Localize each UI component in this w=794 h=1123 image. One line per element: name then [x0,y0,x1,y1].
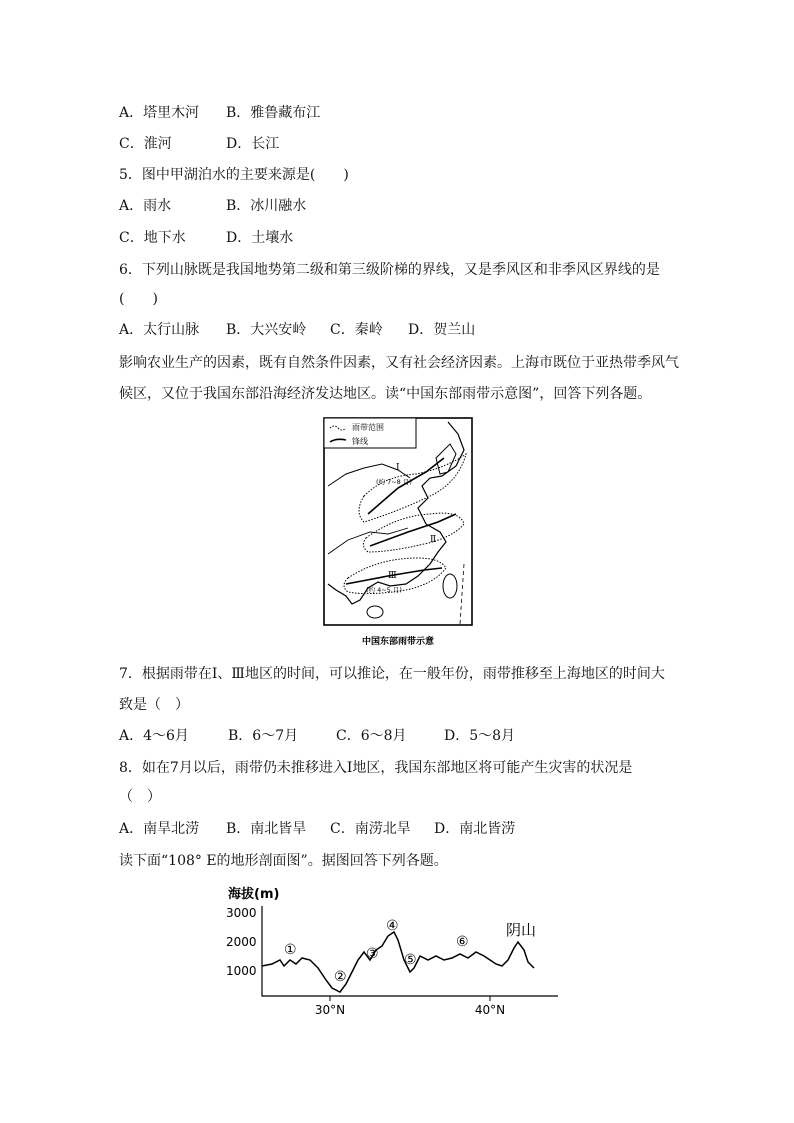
q8-option-b: B．南北皆旱 [226,821,307,837]
q6-paren: ( ) [119,291,158,307]
marker-1: ① [284,942,297,958]
marker-5: ⑤ [404,952,417,968]
intro-profile-text: 读下面“108° E的地形剖面图”。据图回答下列各题。 [119,853,448,869]
q7-option-c: C．6～8月 [336,728,407,744]
q8-option-a: A．南旱北涝 [119,821,200,837]
marker-6: ⑥ [456,934,469,950]
marker-2: ② [334,969,347,985]
q6-option-d: D．贺兰山 [408,322,476,338]
legend-front-label: 锋线 [352,437,368,446]
ytick-1000: 1000 [226,964,257,978]
q6-option-c: C．秦岭 [330,322,383,338]
q7-option-a: A．4～6月 [119,728,189,744]
xtick-30N: 30°N [314,1003,346,1017]
q4-option-d: D．长江 [226,136,280,152]
terrain-line [262,932,534,992]
intro-paragraph-line2: 候区，又位于我国东部沿海经济发达地区。读“中国东部雨带示意图”，回答下列各题。 [119,386,652,402]
q8-paren: （ ） [119,789,161,805]
q6-stem: 6．下列山脉既是我国地势第二级和第三级阶梯的界线，又是季风区和非季风区界线的是 [119,262,660,278]
q6-option-a: A．太行山脉 [119,322,200,338]
intro-paragraph-line1: 影响农业生产的因素，既有自然条件因素，又有社会经济因素。上海市既位于亚热带季风气 [119,355,679,371]
marker-3: ③ [366,946,379,962]
zone-1-label: Ⅰ [396,463,400,473]
ytick-2000: 2000 [226,935,257,949]
q8-option-d: D．南北皆涝 [434,821,516,837]
profile-ylabel: 海拔(m) [228,887,280,902]
xtick-40N: 40°N [474,1003,506,1017]
map-caption: 中国东部雨带示意 [361,637,435,647]
marker-4: ④ [386,918,399,934]
q7-stem-line2: 致是（ ） [119,697,189,713]
zone-2-label: Ⅱ [430,535,437,545]
q5-option-d: D．土壤水 [226,230,294,246]
zone-3-time: (约 4~5 月) [366,586,402,594]
zone-3-label: Ⅲ [388,571,397,581]
terrain-profile [222,880,562,1020]
ytick-3000: 3000 [226,906,257,920]
zone-1-time: (约 7~8 月) [376,478,412,486]
yinshan-label: 阴山 [506,921,537,939]
q4-option-c: C．淮河 [119,136,172,152]
q4-option-b: B．雅鲁藏布江 [226,105,321,121]
q5-option-a: A．雨水 [119,198,172,214]
q8-option-c: C．南涝北旱 [330,821,411,837]
q7-option-b: B．6～7月 [228,728,299,744]
legend-range-label: 雨带范围 [352,423,384,432]
q5-option-b: B．冰川融水 [226,198,307,214]
q4-option-a: A．塔里木河 [119,105,200,121]
q5-option-c: C．地下水 [119,230,186,246]
q7-stem-line1: 7．根据雨带在Ⅰ、Ⅲ地区的时间，可以推论，在一般年份，雨带推移至上海地区的时间大 [119,666,665,682]
q5-stem: 5．图中甲湖泊水的主要来源是( ) [119,167,349,183]
q8-stem: 8．如在7月以后，雨带仍未推移进入Ⅰ地区，我国东部地区将可能产生灾害的状况是 [119,760,633,776]
q6-option-b: B．大兴安岭 [226,322,307,338]
rain-belt-map [318,414,478,650]
profile-axes [262,906,558,996]
q7-option-d: D．5～8月 [444,728,516,744]
